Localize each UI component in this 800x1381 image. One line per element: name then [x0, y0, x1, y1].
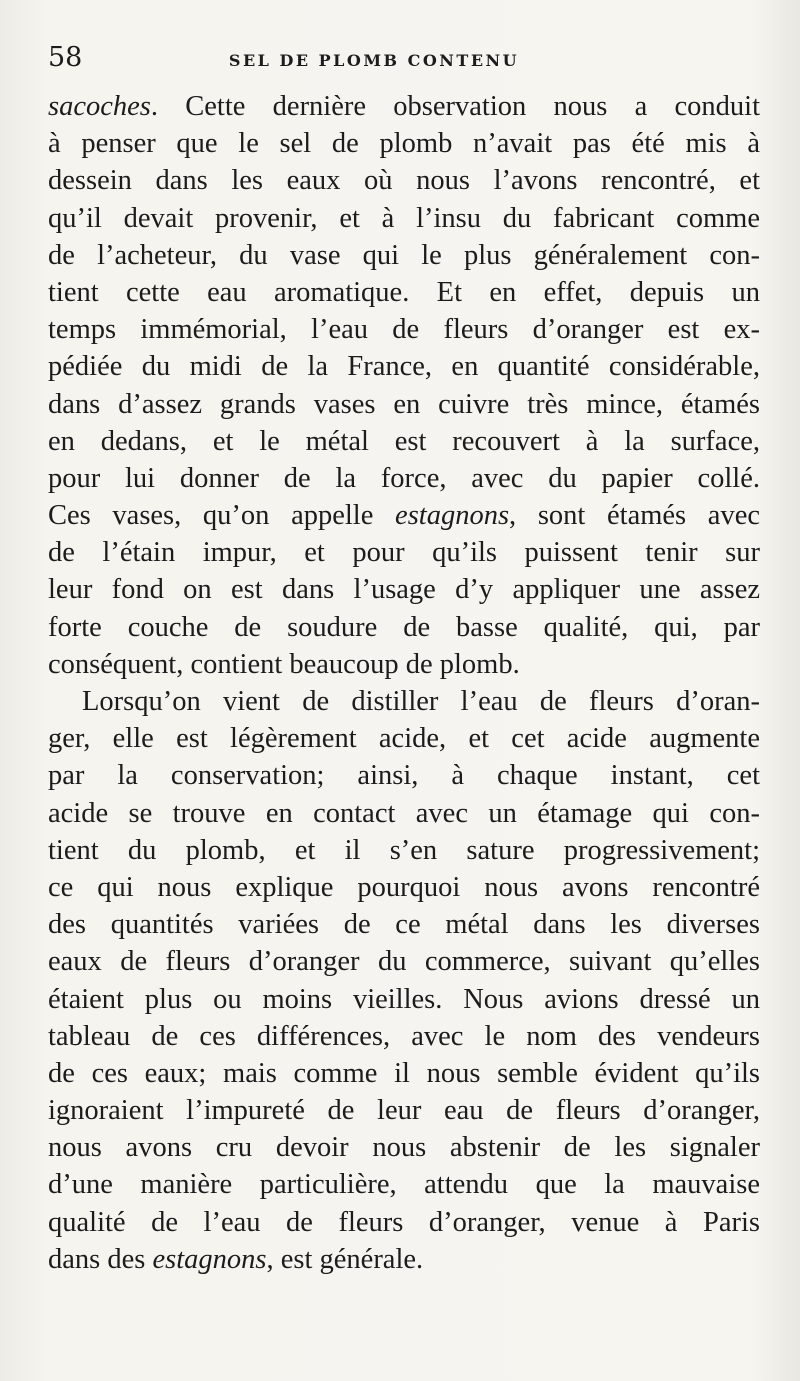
text-line	[48, 1204, 760, 1241]
text-line	[48, 88, 760, 125]
text-segment: par la conservation; ainsi, à chaque instant, cet	[48, 760, 760, 792]
text-line	[48, 1241, 760, 1278]
text-segment: qualité de l’eau de fleurs d’oranger, venue à Paris	[48, 1206, 760, 1238]
text-segment: qu’il devait provenir, et à l’insu du fabricant comme	[48, 202, 760, 234]
body-text	[48, 88, 760, 1278]
text-line	[48, 274, 760, 311]
text-segment: dessein dans les eaux où nous l’avons rencontré, et	[48, 165, 760, 197]
italic-text: sacoches	[48, 91, 151, 122]
text-line	[48, 609, 760, 646]
text-line	[48, 200, 760, 237]
text-line	[48, 571, 760, 608]
text-segment: leur fond on est dans l’usage d’y appliquer une assez	[48, 574, 760, 606]
text-segment: ce qui nous explique pourquoi nous avons rencontré	[48, 871, 760, 903]
text-segment: , est générale.	[266, 1243, 424, 1275]
text-segment: tableau de ces différences, avec le nom des vendeurs	[48, 1020, 760, 1052]
text-line	[48, 646, 760, 683]
text-segment: de l’acheteur, du vase qui le plus généralement con-	[48, 239, 760, 271]
italic-text: estagnons	[152, 1243, 267, 1275]
text-segment: acide se trouve en contact avec un étamage qui con-	[48, 797, 760, 829]
text-line	[48, 720, 760, 757]
text-segment: dans des	[48, 1243, 153, 1275]
text-segment: ger, elle est légèrement acide, et cet acide augmente	[48, 723, 760, 755]
text-line	[48, 534, 760, 571]
text-segment: étaient plus ou moins vieilles. Nous avions dressé un	[48, 983, 760, 1015]
text-segment: temps immémorial, l’eau de fleurs d’oranger est ex-	[48, 314, 760, 346]
text-line	[48, 1092, 760, 1129]
page-header	[48, 42, 760, 88]
text-line	[48, 795, 760, 832]
text-segment: tient cette eau aromatique. Et en effet, depuis un	[48, 276, 760, 308]
text-line	[48, 1166, 760, 1203]
text-line	[48, 497, 760, 534]
text-segment: , sont étamés avec	[509, 500, 760, 532]
text-line	[48, 1055, 760, 1092]
text-line	[48, 125, 760, 162]
text-segment: Ces vases, qu’on appelle	[48, 500, 396, 532]
text-line	[48, 832, 760, 869]
text-line	[48, 423, 760, 460]
text-line	[48, 311, 760, 348]
text-segment: de l’étain impur, et pour qu’ils puissent tenir sur	[48, 537, 760, 569]
paragraph	[48, 683, 760, 1278]
text-line	[48, 386, 760, 423]
text-line	[48, 757, 760, 794]
text-line	[48, 237, 760, 274]
text-segment: eaux de fleurs d’oranger du commerce, suivant qu’elles	[48, 946, 760, 978]
text-line	[48, 460, 760, 497]
text-line	[48, 1018, 760, 1055]
text-segment: tient du plomb, et il s’en sature progressivement;	[48, 834, 760, 866]
text-segment: . Cette dernière observation nous a conduit	[150, 91, 760, 122]
italic-text: estagnons	[395, 500, 510, 532]
text-segment: forte couche de soudure de basse qualité, qui, par	[48, 611, 760, 643]
text-line	[48, 1129, 760, 1166]
text-segment: dans d’assez grands vases en cuivre très mince, étamés	[48, 388, 760, 420]
text-segment: en dedans, et le métal est recouvert à la surface,	[48, 425, 760, 457]
text-line	[48, 906, 760, 943]
page-number: 58	[48, 42, 83, 73]
text-segment: nous avons cru devoir nous abstenir de les signaler	[48, 1132, 760, 1164]
text-segment: à penser que le sel de plomb n’avait pas été mis à	[48, 128, 760, 160]
text-line	[48, 943, 760, 980]
text-line	[48, 683, 760, 720]
text-segment: ignoraient l’impureté de leur eau de fleurs d’oranger,	[48, 1095, 760, 1127]
text-segment: d’une manière particulière, attendu que la mauvaise	[48, 1169, 760, 1201]
text-line	[48, 869, 760, 906]
text-line	[48, 981, 760, 1018]
running-head: SEL DE PLOMB CONTENU	[228, 51, 520, 70]
paragraph	[48, 88, 760, 683]
text-segment: Lorsqu’on vient de distiller l’eau de fleurs d’oran-	[82, 686, 760, 717]
text-segment: conséquent, contient beaucoup de plomb.	[48, 648, 520, 680]
text-segment: pédiée du midi de la France, en quantité considérable,	[48, 351, 760, 383]
text-line	[48, 348, 760, 385]
text-segment: des quantités variées de ce métal dans les diverses	[48, 909, 760, 941]
text-segment: pour lui donner de la force, avec du papier collé.	[48, 462, 760, 494]
text-segment: de ces eaux; mais comme il nous semble évident qu’ils	[48, 1057, 760, 1089]
text-line	[48, 162, 760, 199]
